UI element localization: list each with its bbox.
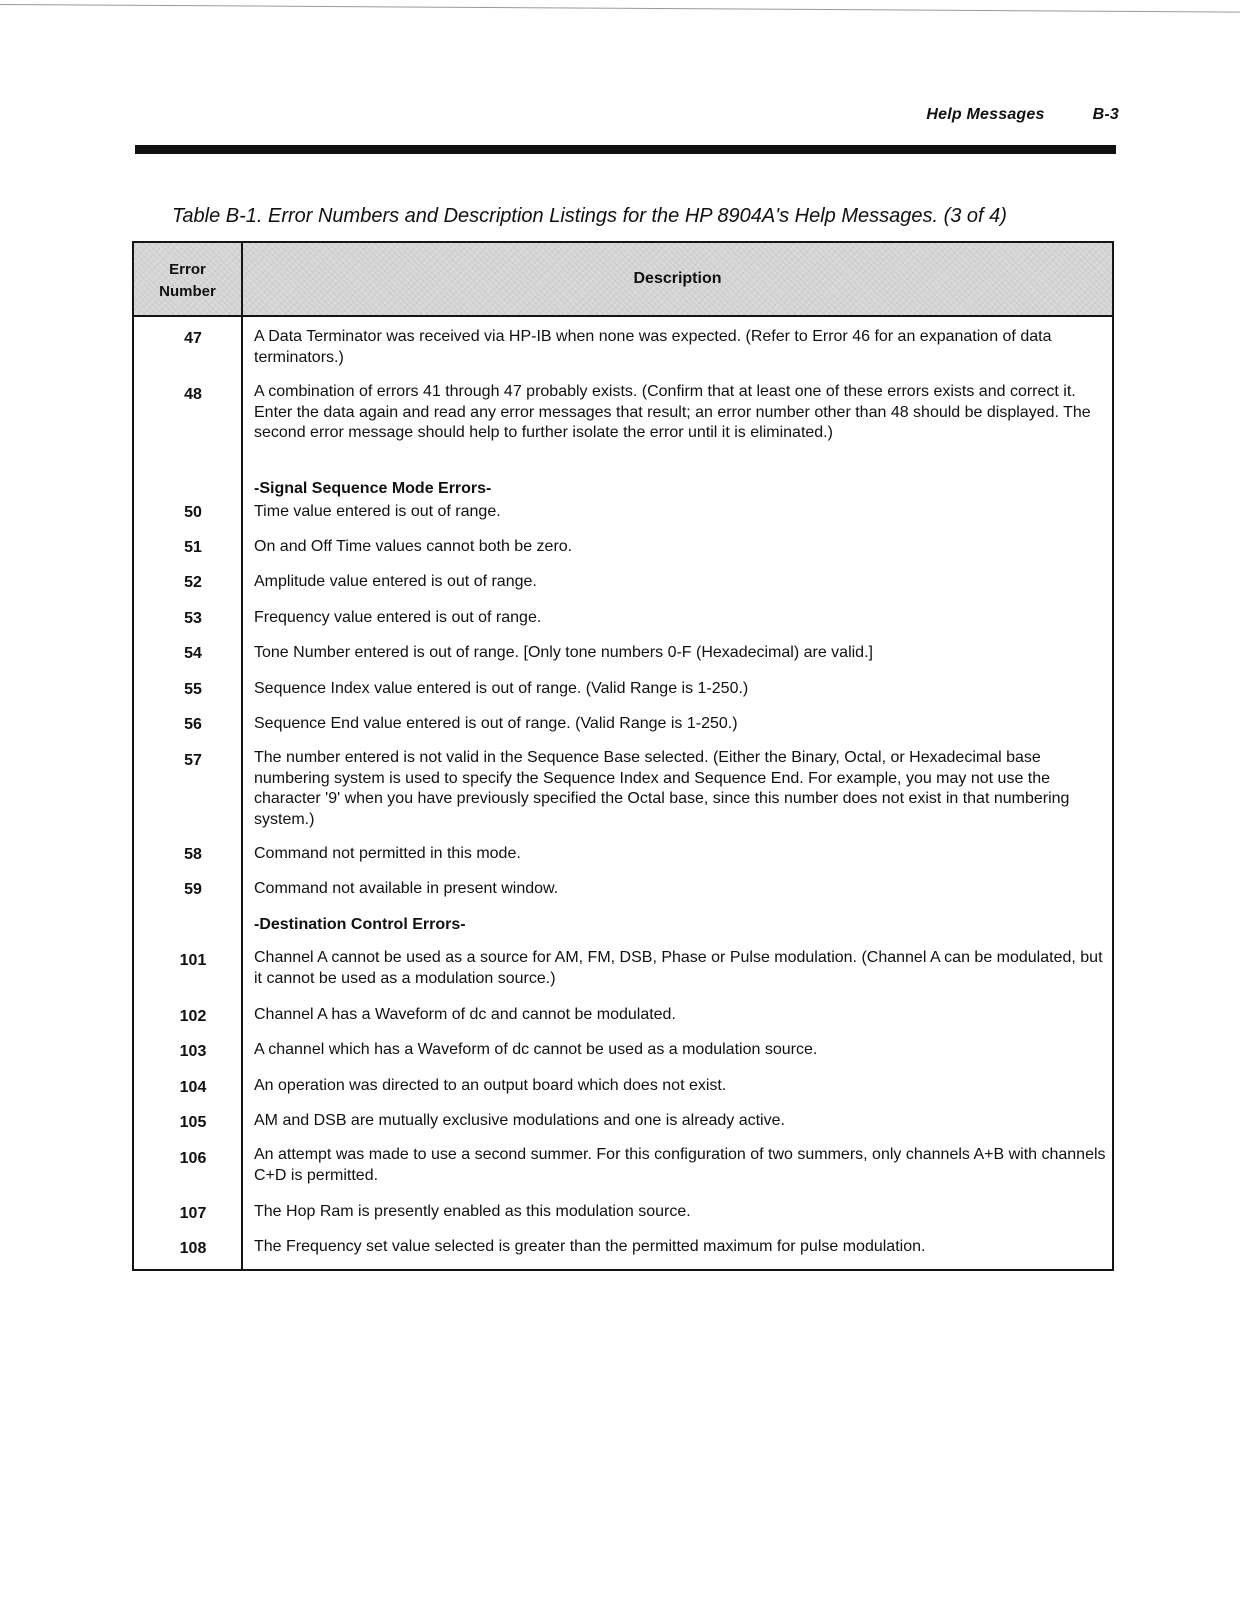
- table-row-number: 58: [184, 846, 202, 863]
- running-head: [926, 106, 1119, 124]
- table-row-description: Time value entered is out of range.: [254, 503, 501, 520]
- table-header: [134, 243, 1112, 317]
- header-error-number: [134, 259, 241, 303]
- section-title: Help Messages: [926, 106, 1045, 123]
- table-row-description: Sequence End value entered is out of range. (Valid Range is 1-250.): [254, 715, 738, 732]
- table-row-description: The number entered is not valid in the Sequence Base selected. (Either the Binary, Octal, or Hexadecimal base numbering system is used to specify the Sequence Index and Sequence End. For example, you may not use the character '9' when you have previously specified the Octal base, since this number does not exist in that numbering system.): [254, 749, 1070, 828]
- table-row-description: Command not permitted in this mode.: [254, 845, 521, 862]
- table-row-number: 108: [179, 1240, 207, 1257]
- table-caption: Table B-1. Error Numbers and Description Listings for the HP 8904A's Help Messages. (3 of 4): [172, 205, 1007, 227]
- header-number-label: Number: [159, 283, 216, 300]
- table-row-number: 54: [184, 645, 202, 662]
- table-row-description: Command not available in present window.: [254, 880, 559, 897]
- header-description: Description: [633, 270, 722, 287]
- table-row-number: 101: [179, 952, 207, 969]
- group-heading-signal-sequence: -Signal Sequence Mode Errors-: [254, 480, 492, 497]
- table-row-number: 102: [179, 1008, 207, 1025]
- table-row-number: 106: [179, 1150, 207, 1167]
- table-row-number: 50: [184, 504, 202, 521]
- table-row-description: The Hop Ram is presently enabled as this modulation source.: [254, 1203, 691, 1220]
- table-row-description: Tone Number entered is out of range. [Only tone numbers 0-F (Hexadecimal) are valid.]: [254, 644, 873, 661]
- table-row-description: Frequency value entered is out of range.: [254, 609, 542, 626]
- table-row-description: Amplitude value entered is out of range.: [254, 573, 537, 590]
- table-row-number: 107: [179, 1205, 207, 1222]
- table-row-number: 105: [179, 1114, 207, 1131]
- scan-edge-line: [0, 4, 1240, 13]
- group-heading-destination-control: -Destination Control Errors-: [254, 916, 466, 933]
- table-row-number: 48: [184, 386, 202, 403]
- header-error-label: Error: [169, 261, 206, 278]
- table-row-description: A combination of errors 41 through 47 probably exists. (Confirm that at least one of these errors exists and correct it. Enter the data again and read any error messages that result; an error number other than 48 should be displayed. The second error message should help to further isolate the error until it is eliminated.): [254, 383, 1091, 441]
- table-row-description: Channel A cannot be used as a source for AM, FM, DSB, Phase or Pulse modulation. (Channel A can be modulated, but it cannot be used as a modulation source.): [254, 949, 1103, 987]
- table-row-description: On and Off Time values cannot both be zero.: [254, 538, 573, 555]
- table-row-number: 51: [184, 539, 202, 556]
- table-row-number: 52: [184, 574, 202, 591]
- table-row-description: AM and DSB are mutually exclusive modulations and one is already active.: [254, 1112, 785, 1129]
- table-row-description: A channel which has a Waveform of dc cannot be used as a modulation source.: [254, 1041, 818, 1058]
- table-row-number: 104: [179, 1079, 207, 1096]
- table-row-number: 47: [184, 330, 202, 347]
- table-row-description: An operation was directed to an output board which does not exist.: [254, 1077, 727, 1094]
- table-row-number: 59: [184, 881, 202, 898]
- table-row-number: 53: [184, 610, 202, 627]
- table-row-description: Channel A has a Waveform of dc and cannot be modulated.: [254, 1006, 676, 1023]
- table-row-description: The Frequency set value selected is greater than the permitted maximum for pulse modulation.: [254, 1238, 926, 1255]
- page-number: B-3: [1092, 106, 1119, 123]
- table-row-description: An attempt was made to use a second summer. For this configuration of two summers, only channels A+B with channels C+D is permitted.: [254, 1146, 1106, 1184]
- header-rule: [135, 145, 1116, 154]
- table-row-description: A Data Terminator was received via HP-IB when none was expected. (Refer to Error 46 for an expanation of data terminators.): [254, 328, 1052, 366]
- table-row-number: 56: [184, 716, 202, 733]
- error-table: [132, 241, 1114, 1271]
- table-row-description: Sequence Index value entered is out of range. (Valid Range is 1-250.): [254, 680, 749, 697]
- table-row-number: 103: [179, 1043, 207, 1060]
- table-row-number: 57: [184, 752, 202, 769]
- table-row-number: 55: [184, 681, 202, 698]
